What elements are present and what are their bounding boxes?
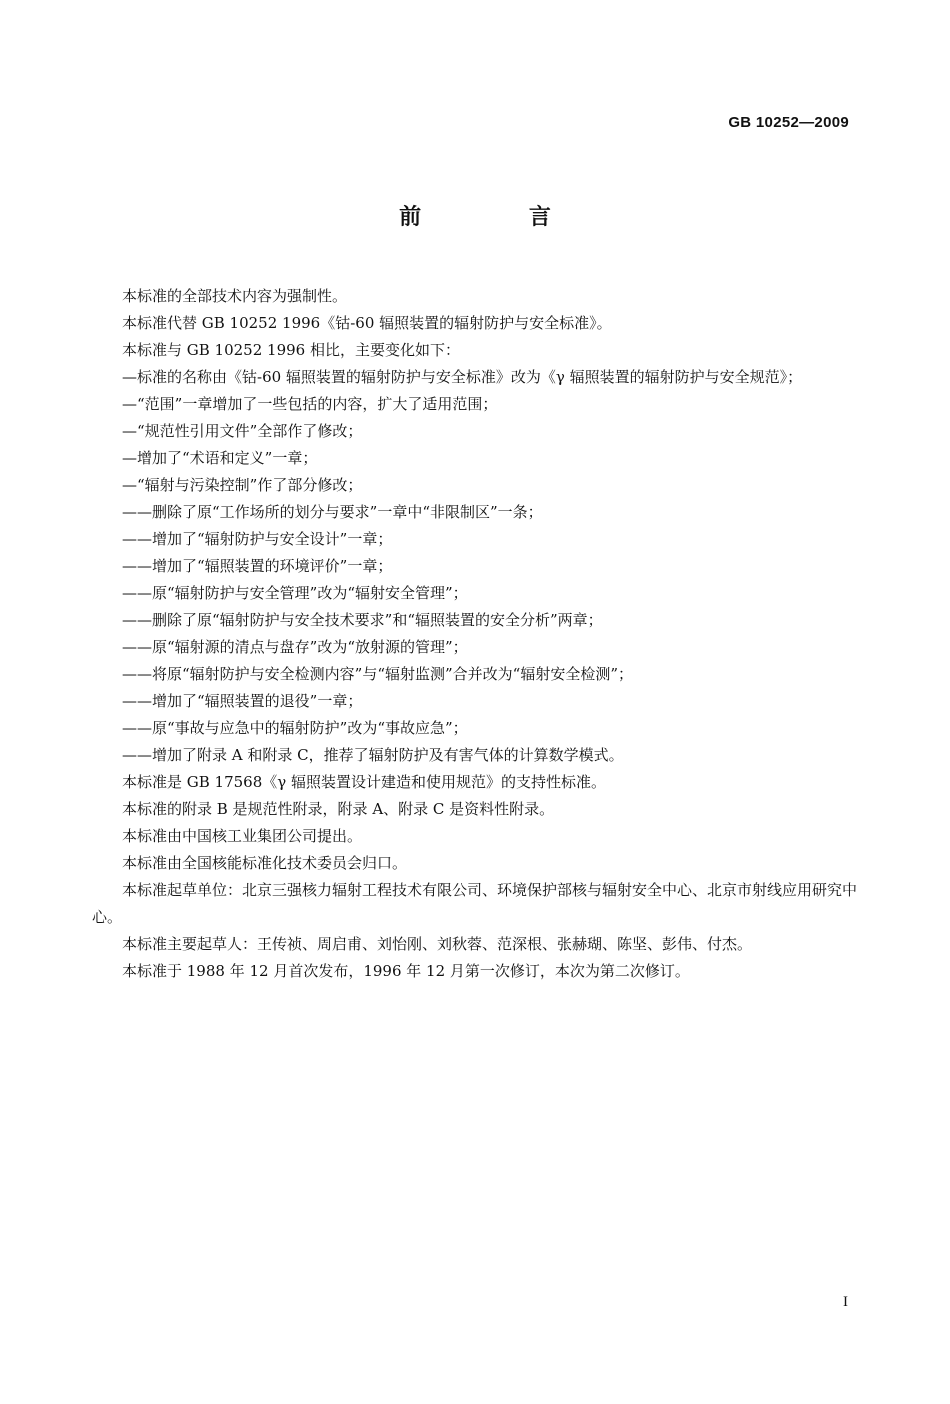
change-item: ——增加了“辐照装置的环境评价”一章；: [122, 557, 393, 575]
paragraph: 本标准与 GB 10252 1996 相比，主要变化如下：: [122, 341, 460, 359]
paragraph: 本标准是 GB 17568《γ 辐照装置设计建造和使用规范》的支持性标准。: [122, 773, 606, 791]
paragraph: 本标准由全国核能标准化技术委员会归口。: [122, 854, 408, 872]
change-item: ——原“辐射防护与安全管理”改为“辐射安全管理”；: [122, 584, 468, 602]
page-title: 前 言: [399, 205, 601, 230]
change-list: [92, 364, 857, 769]
change-item: ——增加了“辐照装置的退役”一章；: [122, 692, 363, 710]
document-body: [92, 283, 857, 985]
change-item: ——增加了“辐射防护与安全设计”一章；: [122, 530, 393, 548]
drafting-units: 本标准起草单位：北京三强核力辐射工程技术有限公司、环境保护部核与辐射安全中心、北京市射线应用研究中心。: [92, 881, 858, 926]
change-item: ——原“事故与应急中的辐射防护”改为“事故应急”；: [122, 719, 468, 737]
drafters: 本标准主要起草人：王传祯、周启甫、刘怡刚、刘秋蓉、范深根、张赫瑚、陈坚、彭伟、付杰。: [122, 935, 753, 953]
change-item: —标准的名称由《钴-60 辐照装置的辐射防护与安全标准》改为《γ 辐照装置的辐射防护与安全规范》；: [122, 368, 803, 386]
revision-history: 本标准于 1988 年 12 月首次发布，1996 年 12 月第一次修订，本次为第二次修订。: [122, 962, 690, 980]
paragraph: 本标准代替 GB 10252 1996《钴-60 辐照装置的辐射防护与安全标准》。: [122, 314, 612, 332]
change-item: —增加了“术语和定义”一章；: [122, 449, 318, 467]
standard-number: GB 10252—2009: [728, 114, 849, 131]
change-item: —“辐射与污染控制”作了部分修改；: [122, 476, 363, 494]
change-item: ——将原“辐射防护与安全检测内容”与“辐射监测”合并改为“辐射安全检测”；: [122, 665, 634, 683]
change-item: ——删除了原“辐射防护与安全技术要求”和“辐照装置的安全分析”两章；: [122, 611, 603, 629]
page-number: I: [843, 1294, 848, 1310]
change-item: —“规范性引用文件”全部作了修改；: [122, 422, 363, 440]
paragraph: 本标准由中国核工业集团公司提出。: [122, 827, 363, 845]
paragraph: 本标准的附录 B 是规范性附录，附录 A、附录 C 是资料性附录。: [122, 800, 555, 818]
paragraph: 本标准的全部技术内容为强制性。: [122, 287, 348, 305]
change-item: ——原“辐射源的清点与盘存”改为“放射源的管理”；: [122, 638, 468, 656]
change-item: ——增加了附录 A 和附录 C，推荐了辐射防护及有害气体的计算数学模式。: [122, 746, 624, 764]
change-item: —“范围”一章增加了一些包括的内容，扩大了适用范围；: [122, 395, 498, 413]
change-item: ——删除了原“工作场所的划分与要求”一章中“非限制区”一条；: [122, 503, 543, 521]
